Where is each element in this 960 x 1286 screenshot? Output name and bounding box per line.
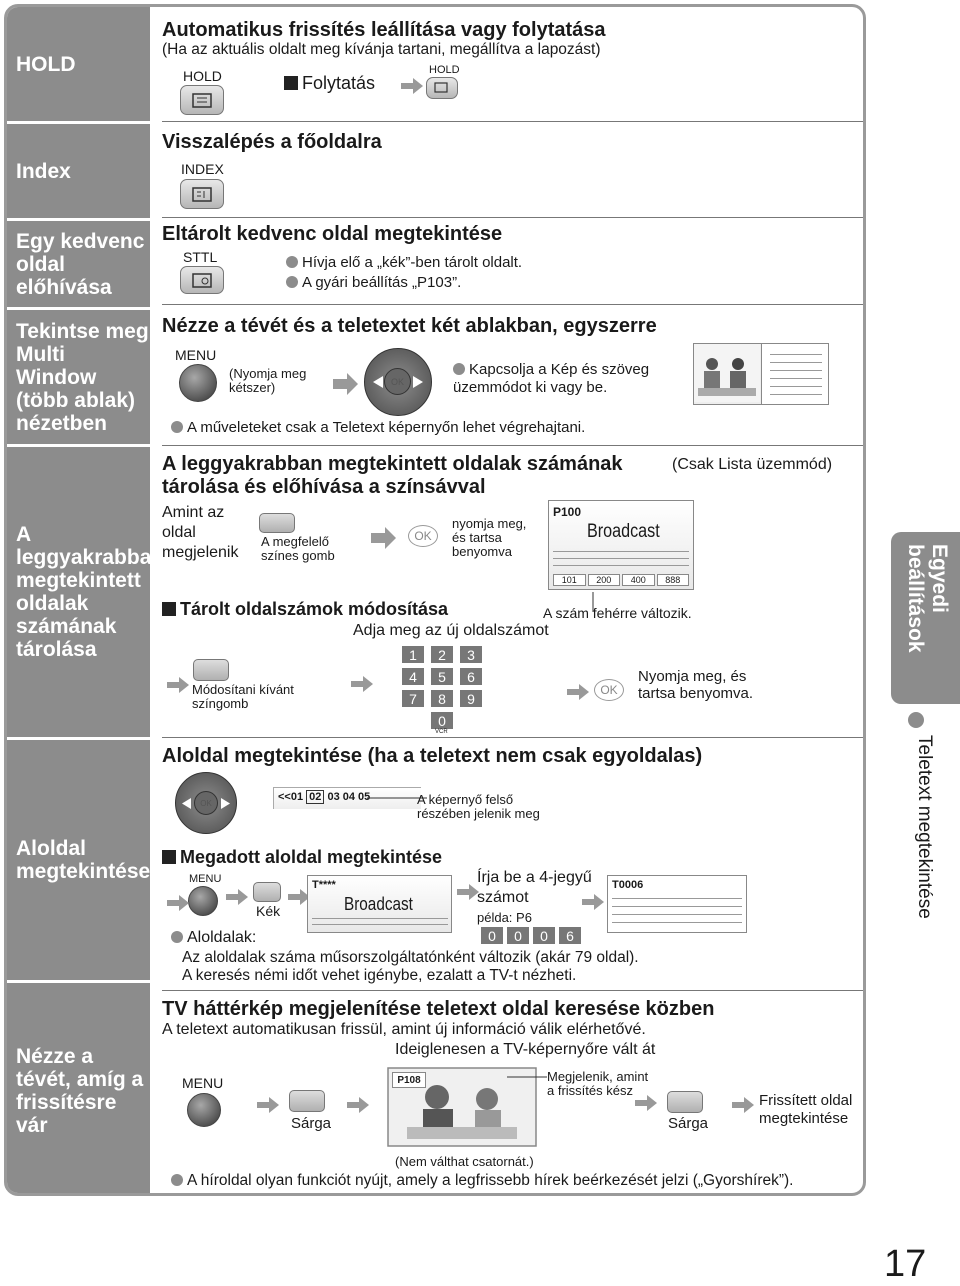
arrow-right-icon <box>371 527 397 549</box>
write-number-text: Írja be a 4-jegyű számot <box>477 869 592 906</box>
subpages-note-2: A keresés némi időt vehet igénybe, ezalatt a TV-t nézheti. <box>182 967 577 984</box>
store-title-1: A leggyakrabban megtekintett oldalak számának <box>162 453 623 475</box>
arrow-right-icon <box>226 889 250 905</box>
press-hold-text: nyomja meg, és tartsa benyomva <box>452 516 527 559</box>
sttl-icon <box>192 273 212 288</box>
subpage-selected[interactable]: 02 <box>306 790 324 804</box>
yellow-label-2: Sárga <box>668 1115 709 1132</box>
multi-title: Nézze a tévét és a teletextet két ablakban, egyszerre <box>162 315 657 337</box>
p100-label: P100 <box>553 505 582 519</box>
fav-bullet-2: A gyári beállítás „P103”. <box>286 274 461 291</box>
chapter-tab <box>891 532 960 704</box>
index-title: Visszalépés a főoldalra <box>162 131 382 153</box>
broadcast-text-2: Broadcast <box>344 894 413 914</box>
hold-button[interactable] <box>180 85 224 115</box>
key-1[interactable]: 1 <box>402 646 424 663</box>
ok-center[interactable]: OK <box>384 368 411 395</box>
sidebar <box>7 7 165 1193</box>
p100-screen <box>548 500 694 590</box>
wait-title: TV háttérkép megjelenítése teletext oldal keresése közben <box>162 998 715 1020</box>
key-4[interactable]: 4 <box>402 668 424 685</box>
as-page-appears: Amint az oldal megjelenik <box>162 504 239 561</box>
sidebar-item-wait: Nézze a tévét, amíg a frissítésre vár <box>16 1045 144 1137</box>
menu-button-2[interactable] <box>188 886 218 916</box>
modify-title: Tárolt oldalszámok módosítása <box>162 599 448 620</box>
white-note: A szám fehérre változik. <box>543 605 692 621</box>
press-hold-text-2: Nyomja meg, és tartsa benyomva. <box>638 668 754 702</box>
p108-label: P108 <box>392 1072 426 1088</box>
vcr-label: VCR <box>435 729 448 735</box>
multi-note: A műveleteket csak a Teletext képernyőn lehet végrehajtani. <box>171 419 585 436</box>
menu-button-3[interactable] <box>187 1093 221 1127</box>
menu-button[interactable] <box>179 364 217 402</box>
arrow-right-icon <box>333 373 359 395</box>
menu-label-2: MENU <box>189 873 222 885</box>
color-bar-item[interactable]: 200 <box>588 574 621 586</box>
key-0[interactable]: 0 <box>431 712 453 729</box>
yellow-button[interactable] <box>289 1090 325 1112</box>
wait-desc: A teletext automatikusan frissül, amint új információ válik elérhetővé. <box>162 1021 646 1038</box>
left-arrow-icon <box>182 798 191 809</box>
arrow-right-icon <box>257 1097 281 1113</box>
arrow-right-icon <box>347 1097 371 1113</box>
arrow-right-icon <box>167 677 191 693</box>
menu-label-3: MENU <box>182 1075 224 1091</box>
sidebar-item-hold: HOLD <box>16 52 76 76</box>
sidebar-item-multi-window: Tekintse meg Multi Window (több ablak) nézetben <box>16 319 149 435</box>
bullet-icon <box>908 712 924 728</box>
right-arrow-icon <box>221 798 230 809</box>
arrow-right-icon <box>732 1097 756 1113</box>
index-button[interactable] <box>180 179 224 209</box>
enter-new-text: Adja meg az új oldalszámot <box>353 622 549 639</box>
fav-title: Eltárolt kedvenc oldal megtekintése <box>162 223 503 245</box>
list-mode-note: (Csak Lista üzemmód) <box>672 456 833 473</box>
top-note: A képernyő felső részében jelenik meg <box>417 792 540 821</box>
sidebar-item-subpage: Aloldal megtekintése <box>16 837 151 883</box>
pointer-line <box>507 1075 547 1079</box>
side-title: Teletext megtekintése <box>914 735 935 919</box>
hold-subtitle: (Ha az aktuális oldalt meg kívánja tartani, megállítva a lapozást) <box>162 41 601 58</box>
key-5[interactable]: 5 <box>431 668 453 685</box>
digit-3[interactable]: 0 <box>533 927 555 944</box>
modify-color-button[interactable] <box>193 659 229 681</box>
sidebar-item-index: Index <box>16 159 71 183</box>
color-bar <box>553 574 689 586</box>
key-6[interactable]: 6 <box>460 668 482 685</box>
sttl-btn-label: STTL <box>183 249 218 265</box>
color-bar-item[interactable]: 400 <box>622 574 655 586</box>
color-button-label: A megfelelő színes gomb <box>261 534 335 563</box>
appears-note: Megjelenik, amint a frissítés kész <box>547 1069 649 1098</box>
subpages-note-1: Az aloldalak száma műsorszolgáltatónként változik (akár 79 oldal). <box>182 949 639 966</box>
digit-1[interactable]: 0 <box>481 927 503 944</box>
digit-4[interactable]: 6 <box>559 927 581 944</box>
news-note: A híroldal olyan funkciót nyújt, amely a legfrissebb hírek beérkezését jelzi („Gyorshírek”). <box>171 1172 793 1190</box>
blue-label: Kék <box>256 903 281 919</box>
color-button[interactable] <box>259 513 295 533</box>
subpages-label: Aloldalak: <box>171 929 256 947</box>
subpage-strip: <<01 02 03 04 05 <box>273 787 421 809</box>
arrow-right-icon <box>567 684 591 700</box>
arrow-right-icon <box>401 78 425 94</box>
color-bar-item[interactable]: 101 <box>553 574 586 586</box>
subpage-title: Aloldal megtekintése (ha a teletext nem csak egyoldalas) <box>162 745 703 767</box>
ok-center-2[interactable]: OK <box>194 791 218 815</box>
key-8[interactable]: 8 <box>431 690 453 707</box>
arrow-right-icon <box>582 894 606 910</box>
sidebar-item-favorite: Egy kedvenc oldal előhívása <box>16 229 145 299</box>
news-anchors-image <box>694 344 760 402</box>
index-btn-label: INDEX <box>181 161 224 177</box>
ok-button-2[interactable]: OK <box>594 679 624 701</box>
fav-bullet-1: Hívja elő a „kék”-ben tárolt oldalt. <box>286 254 522 271</box>
t0006-screen <box>607 875 747 933</box>
temp-switch-text: Ideiglenesen a TV-képernyőre vált át <box>395 1041 656 1058</box>
hold-icon <box>192 93 212 108</box>
right-arrow-icon <box>413 376 423 388</box>
store-title-2: tárolása és előhívása a színsávval <box>162 476 486 498</box>
hold-btn-label: HOLD <box>183 68 222 84</box>
continue-label: Folytatás <box>284 73 375 94</box>
broadcast-text: Broadcast <box>587 521 660 542</box>
hold-title: Automatikus frissítés leállítása vagy folytatása <box>162 19 606 41</box>
hold-button-small[interactable] <box>426 77 458 99</box>
cursor-pad-2[interactable] <box>175 772 237 834</box>
split-screen-image <box>693 343 829 405</box>
key-2[interactable]: 2 <box>431 646 453 663</box>
press-twice-text: (Nyomja meg kétszer) <box>229 366 307 395</box>
sttl-button[interactable] <box>180 266 224 294</box>
t-screen <box>307 875 452 933</box>
hold-icon-small <box>434 82 448 93</box>
example-text: példa: P6 <box>477 910 532 925</box>
t0006-label: T0006 <box>612 879 644 891</box>
pointer-line <box>592 592 594 612</box>
left-arrow-icon <box>373 376 383 388</box>
digit-2[interactable]: 0 <box>507 927 529 944</box>
yellow-label: Sárga <box>291 1115 332 1132</box>
sidebar-item-store: A leggyakrabban megtekintett oldalak számának tárolása <box>16 523 165 661</box>
hold-btn-label-2: HOLD <box>429 64 460 76</box>
modify-color-label: Módosítani kívánt színgomb <box>192 682 294 711</box>
cursor-pad[interactable] <box>364 348 432 416</box>
tstar-label: T**** <box>312 879 336 891</box>
content-frame <box>4 4 866 1196</box>
refreshed-text: Frissített oldal megtekintése <box>759 1092 853 1127</box>
yellow-button-2[interactable] <box>667 1091 703 1113</box>
color-bar-item[interactable]: 888 <box>657 574 690 586</box>
page-number: 17 <box>884 1243 927 1285</box>
no-switch-note: (Nem válthat csatornát.) <box>395 1154 534 1169</box>
given-subpage-title: Megadott aloldal megtekintése <box>162 847 442 868</box>
menu-label: MENU <box>175 347 217 363</box>
key-3[interactable]: 3 <box>460 646 482 663</box>
index-icon <box>192 187 212 202</box>
multi-bullet: Kapcsolja a Kép és szöveg üzemmódot ki vagy be. <box>453 361 650 396</box>
key-9[interactable]: 9 <box>460 690 482 707</box>
arrow-right-icon <box>635 1095 659 1111</box>
key-7[interactable]: 7 <box>402 690 424 707</box>
arrow-right-icon <box>351 676 375 692</box>
arrow-right-icon <box>167 895 191 911</box>
ok-button[interactable]: OK <box>408 525 438 547</box>
blue-button[interactable] <box>253 882 281 902</box>
chapter-tab-label: Egyedi beállítások <box>904 544 951 653</box>
